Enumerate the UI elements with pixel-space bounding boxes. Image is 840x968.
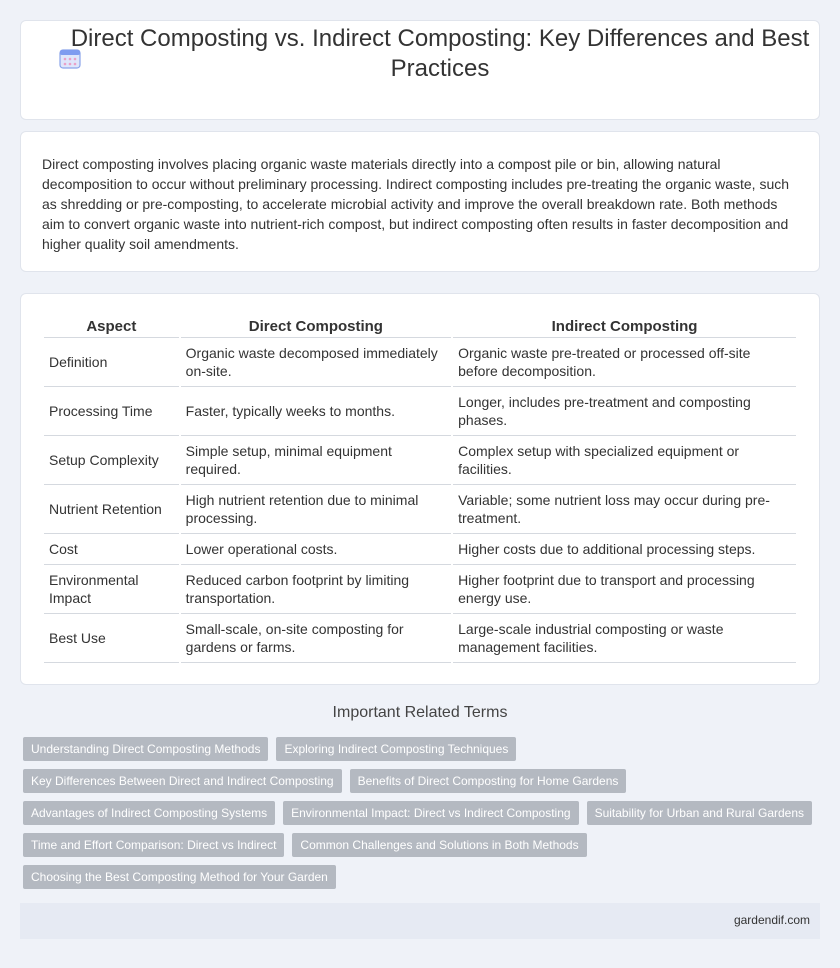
cell-indirect: Organic waste pre-treated or processed off-site before decomposition. xyxy=(453,338,796,387)
table-row xyxy=(44,387,796,436)
table-row xyxy=(44,614,796,663)
cell-aspect: Environmental Impact xyxy=(44,565,179,614)
related-term-tag[interactable]: Time and Effort Comparison: Direct vs Indirect xyxy=(23,833,284,857)
cell-direct: Organic waste decomposed immediately on-site. xyxy=(181,338,451,387)
cell-aspect: Best Use xyxy=(44,614,179,663)
comparison-table xyxy=(42,316,798,663)
related-term-tag[interactable]: Suitability for Urban and Rural Gardens xyxy=(587,801,812,825)
related-terms-title: Important Related Terms xyxy=(332,704,508,721)
cell-indirect: Longer, includes pre-treatment and composting phases. xyxy=(453,387,796,436)
cell-aspect: Processing Time xyxy=(44,387,179,436)
related-term-tag[interactable]: Choosing the Best Composting Method for Your Garden xyxy=(23,865,336,889)
related-term-tag[interactable]: Key Differences Between Direct and Indirect Composting xyxy=(23,769,342,793)
cell-indirect: Complex setup with specialized equipment or facilities. xyxy=(453,436,796,485)
footer-site-name[interactable]: gardendif.com xyxy=(733,913,810,927)
related-term-tag[interactable]: Environmental Impact: Direct vs Indirect Composting xyxy=(283,801,578,825)
header-direct-composting: Direct Composting xyxy=(181,316,451,338)
cell-aspect: Cost xyxy=(44,534,179,565)
cell-aspect: Setup Complexity xyxy=(44,436,179,485)
intro-card xyxy=(20,131,820,272)
table-row xyxy=(44,485,796,534)
cell-indirect: Variable; some nutrient loss may occur during pre-treatment. xyxy=(453,485,796,534)
table-row xyxy=(44,338,796,387)
table-row xyxy=(44,534,796,565)
cell-direct: Reduced carbon footprint by limiting transportation. xyxy=(181,565,451,614)
cell-aspect: Definition xyxy=(44,338,179,387)
comparison-table-card xyxy=(20,293,820,685)
table-row xyxy=(44,565,796,614)
related-terms-list xyxy=(23,737,823,897)
cell-direct: High nutrient retention due to minimal processing. xyxy=(181,485,451,534)
footer-bar xyxy=(20,903,820,939)
related-term-tag[interactable]: Common Challenges and Solutions in Both Methods xyxy=(292,833,586,857)
table-row xyxy=(44,436,796,485)
cell-direct: Small-scale, on-site composting for gardens or farms. xyxy=(181,614,451,663)
cell-indirect: Higher footprint due to transport and processing energy use. xyxy=(453,565,796,614)
cell-direct: Faster, typically weeks to months. xyxy=(181,387,451,436)
intro-paragraph: Direct composting involves placing organic waste materials directly into a compost pile or bin, allowing natural decomposition to occur without preliminary processing. Indirect composting includes pre-treating the organic waste, such as shredding or pre-composting, to accelerate microbial activity and improve the overall breakdown rate. Both methods aim to convert organic waste into nutrient-rich compost, but indirect composting often results in faster decomposition and higher quality soil amendments. xyxy=(42,156,790,252)
related-term-tag[interactable]: Understanding Direct Composting Methods xyxy=(23,737,268,761)
table-header-row xyxy=(44,316,796,338)
header-indirect-composting: Indirect Composting xyxy=(453,316,796,338)
cell-indirect: Higher costs due to additional processing steps. xyxy=(453,534,796,565)
related-term-tag[interactable]: Advantages of Indirect Composting Systems xyxy=(23,801,275,825)
cell-aspect: Nutrient Retention xyxy=(44,485,179,534)
header-aspect: Aspect xyxy=(44,316,179,338)
cell-direct: Simple setup, minimal equipment required. xyxy=(181,436,451,485)
related-term-tag[interactable]: Benefits of Direct Composting for Home Gardens xyxy=(350,769,627,793)
page-title: Direct Composting vs. Indirect Composting: Key Differences and Best Practices xyxy=(70,25,810,82)
cell-direct: Lower operational costs. xyxy=(181,534,451,565)
cell-indirect: Large-scale industrial composting or waste management facilities. xyxy=(453,614,796,663)
related-term-tag[interactable]: Exploring Indirect Composting Techniques xyxy=(276,737,516,761)
